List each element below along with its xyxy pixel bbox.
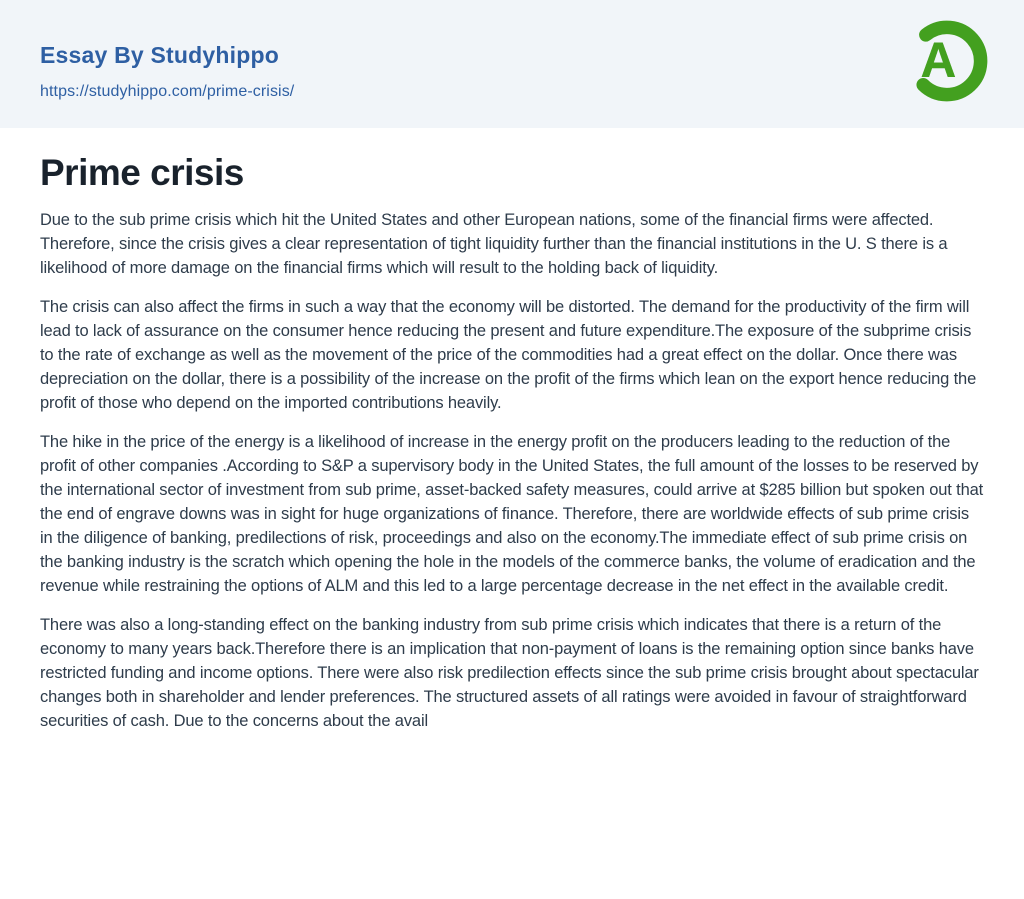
essay-content <box>0 151 1024 733</box>
site-title: Essay By Studyhippo <box>40 42 279 68</box>
essay-paragraph-3: The hike in the price of the energy is a likelihood of increase in the energy profit on the producers leading to the reduction of the profit of other companies .According to S&P a supervisory body in the United States, the full amount of the losses to be reserved by the international sector of investment from sub prime, asset-backed safety measures, could arrive at $285 billion but spoken out that the end of engrave downs was in sight for huge organizations of finance. Therefore, there are worldwide effects of sub prime crisis in the diligence of banking, predilections of risk, proceedings and also on the economy.The immediate effect of sub prime crisis on the banking industry is the scratch which opening the hole in the models of the commerce banks, the volume of eradication and the revenue while restraining the options of ALM and this led to a large percentage decrease in the net effect in the available credit. <box>40 433 984 595</box>
essay-paragraph-1: Due to the sub prime crisis which hit the United States and other European nations, some of the financial firms were affected. Therefore, since the crisis gives a clear representation of tight liquidity further than the financial institutions in the U. S there is a likelihood of more damage on the financial firms which will result to the holding back of liquidity. <box>40 211 948 277</box>
page-header <box>0 0 1024 128</box>
studyhippo-logo-icon <box>906 20 988 102</box>
essay-source-url[interactable]: https://studyhippo.com/prime-crisis/ <box>40 83 295 100</box>
logo-letter: A <box>920 32 957 88</box>
essay-paragraph-2: The crisis can also affect the firms in such a way that the economy will be distorted. The demand for the productivity of the firm will lead to lack of assurance on the consumer hence reducing the present and future expenditure.The exposure of the subprime crisis to the rate of exchange as well as the movement of the price of the commodities had a great effect on the dollar. Once there was depreciation on the dollar, there is a possibility of the increase on the profit of the firms which lean on the export hence reducing the profit of those who depend on the imported contributions heavily. <box>40 298 977 412</box>
page-title: Prime crisis <box>40 152 244 193</box>
essay-paragraph-4: There was also a long-standing effect on the banking industry from sub prime crisis which indicates that there is a return of the economy to many years back.Therefore there is an implication that non-payment of loans is the remaining option since banks have restricted funding and income options. There were also risk predilection effects since the sub prime crisis brought about spectacular changes both in shareholder and lender preferences. The structured assets of all ratings were avoided in favour of straightforward securities of cash. Due to the concerns about the avail <box>40 616 979 730</box>
